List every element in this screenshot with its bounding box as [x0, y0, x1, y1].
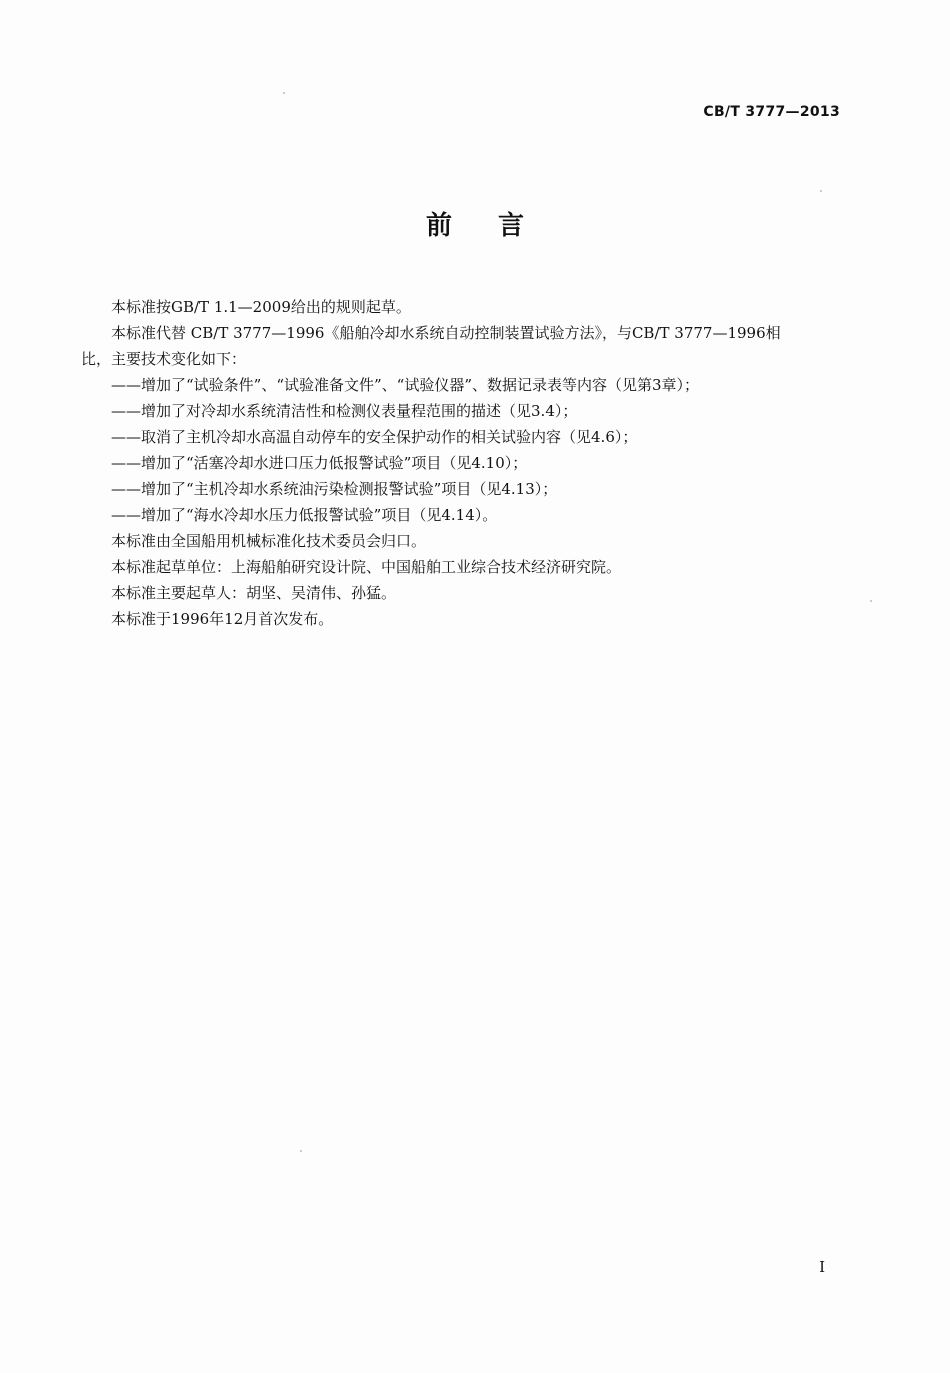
paragraph-first-release: 本标准于1996年12月首次发布。: [111, 610, 334, 628]
page-number: I: [819, 1258, 825, 1276]
change-item: ——增加了“主机冷却水系统油污染检测报警试验”项目（见4.13）；: [111, 480, 558, 498]
scan-speck: [820, 190, 822, 192]
paragraph-committee: 本标准由全国船用机械标准化技术委员会归口。: [111, 532, 427, 550]
paragraph-replaces-line1: 本标准代替 CB/T 3777—1996《船舶冷却水系统自动控制装置试验方法》，与CB/T 3777—1996相: [111, 324, 781, 342]
scan-speck: [300, 1150, 302, 1152]
change-item: ——增加了“活塞冷却水进口压力低报警试验”项目（见4.10）；: [111, 454, 528, 472]
paragraph-drafting-rules: 本标准按GB/T 1.1—2009给出的规则起草。: [111, 298, 411, 316]
scan-speck: [870, 600, 872, 602]
paragraph-replaces-line2: 比，主要技术变化如下：: [81, 350, 247, 368]
paragraph-drafters: 本标准主要起草人：胡坚、吴清伟、孙猛。: [111, 584, 397, 602]
document-code: CB/T 3777—2013: [703, 104, 840, 120]
change-item: ——取消了主机冷却水高温自动停车的安全保护动作的相关试验内容（见4.6）；: [111, 428, 638, 446]
change-item: ——增加了“海水冷却水压力低报警试验”项目（见4.14）。: [111, 506, 498, 524]
scan-speck: [283, 92, 285, 94]
change-item: ——增加了“试验条件”、“试验准备文件”、“试验仪器”、数据记录表等内容（见第3章）；: [111, 376, 700, 394]
page-title: 前言: [425, 211, 570, 241]
change-item: ——增加了对冷却水系统清洁性和检测仪表量程范围的描述（见3.4）；: [111, 402, 578, 420]
foreword-body: [81, 294, 841, 632]
paragraph-drafting-units: 本标准起草单位：上海船舶研究设计院、中国船舶工业综合技术经济研究院。: [111, 558, 622, 576]
